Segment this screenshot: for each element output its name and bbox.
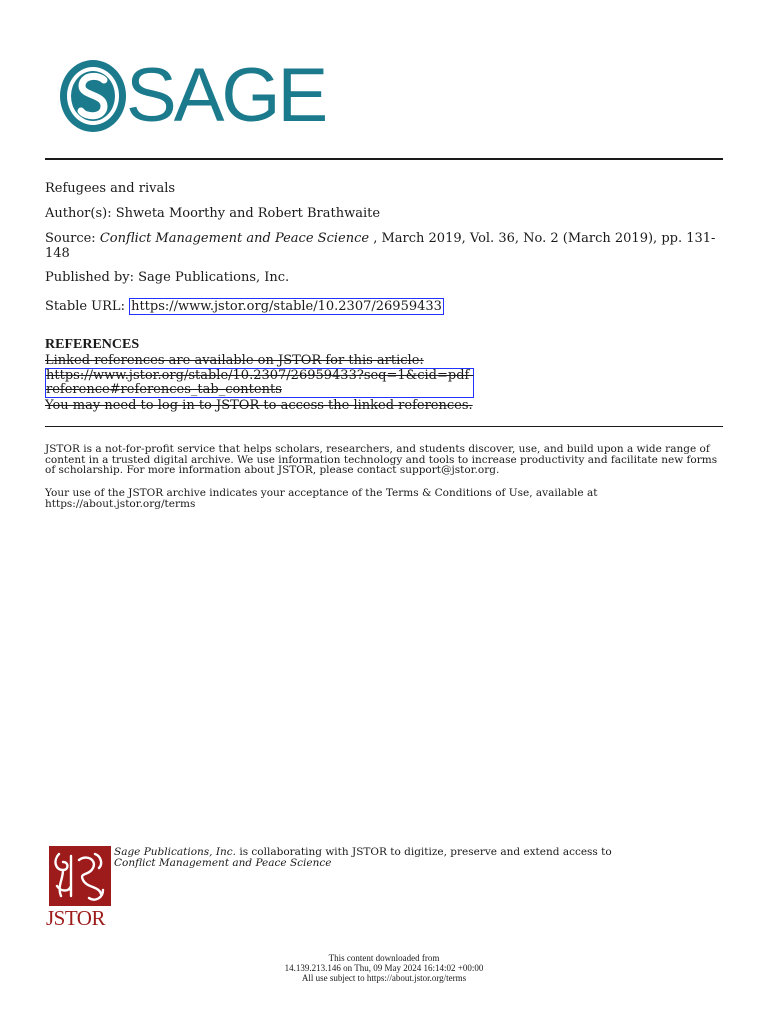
article-publisher bbox=[45, 270, 725, 285]
footer-line-3: All use subject to https://about.jstor.org/terms bbox=[301, 973, 467, 983]
middle-divider bbox=[45, 426, 723, 427]
article-stable-url bbox=[45, 299, 725, 314]
source-journal: Conflict Management and Peace Science bbox=[99, 231, 370, 246]
top-divider bbox=[45, 158, 723, 160]
download-footer bbox=[184, 953, 584, 983]
footer-line-1: This content downloaded from bbox=[328, 953, 440, 963]
references-block bbox=[45, 353, 565, 413]
footer-line-2: 14.139.213.146 on Thu, 09 May 2024 16:14:02 +00:00 bbox=[284, 963, 484, 973]
references-availability-text: Linked references are available on JSTOR for this article: bbox=[45, 353, 424, 368]
collab-journal: Conflict Management and Peace Science bbox=[114, 857, 332, 869]
publisher-label: Published by: bbox=[45, 270, 139, 285]
stable-url-label: Stable URL: bbox=[45, 299, 130, 314]
article-authors bbox=[45, 206, 725, 221]
jstor-notice: JSTOR is a not-for-profit service that helps scholars, researchers, and students discover, use, and build upon a wide range of content in a trusted digital archive. We use information technology and tools to increase productivity and facilitate new forms of scholarship. For more information about JSTOR, please contact support@jstor.org. bbox=[45, 443, 718, 476]
collab-publisher: Sage Publications, Inc. bbox=[114, 846, 236, 858]
article-source bbox=[45, 231, 725, 261]
authors-value: Shweta Moorthy and Robert Brathwaite bbox=[115, 206, 381, 221]
terms-notice: Your use of the JSTOR archive indicates your acceptance of the Terms & Conditions of Use, available at https://about.jstor.org/terms bbox=[45, 487, 598, 510]
references-link-line1[interactable]: https://www.jstor.org/stable/10.2307/26959433?seq=1&cid=pdf- bbox=[46, 368, 474, 383]
references-link[interactable] bbox=[45, 368, 474, 398]
article-title: Refugees and rivals bbox=[45, 181, 176, 196]
references-heading: REFERENCES bbox=[45, 337, 140, 352]
source-detail: , March 2019, Vol. 36, No. 2 (March 2019), pp. 131-148 bbox=[45, 231, 716, 261]
source-label: Source: bbox=[45, 231, 100, 246]
references-login-note: You may need to log in to JSTOR to access the linked references. bbox=[45, 398, 473, 413]
stable-url-link[interactable]: https://www.jstor.org/stable/10.2307/26959433 bbox=[131, 299, 442, 314]
sage-s-emblem-icon bbox=[58, 58, 128, 134]
sage-logo bbox=[58, 53, 326, 138]
collab-text: is collaborating with JSTOR to digitize, preserve and extend access to bbox=[236, 846, 612, 858]
publisher-value: Sage Publications, Inc. bbox=[138, 270, 290, 285]
sage-logo-text: SAGE bbox=[126, 53, 326, 138]
collaboration-statement bbox=[114, 847, 734, 869]
authors-label: Author(s): bbox=[45, 206, 116, 221]
jstor-logo-text: JSTOR bbox=[46, 906, 105, 930]
jstor-emblem-icon bbox=[49, 846, 111, 906]
references-link-line2[interactable]: reference#references_tab_contents bbox=[46, 382, 282, 397]
